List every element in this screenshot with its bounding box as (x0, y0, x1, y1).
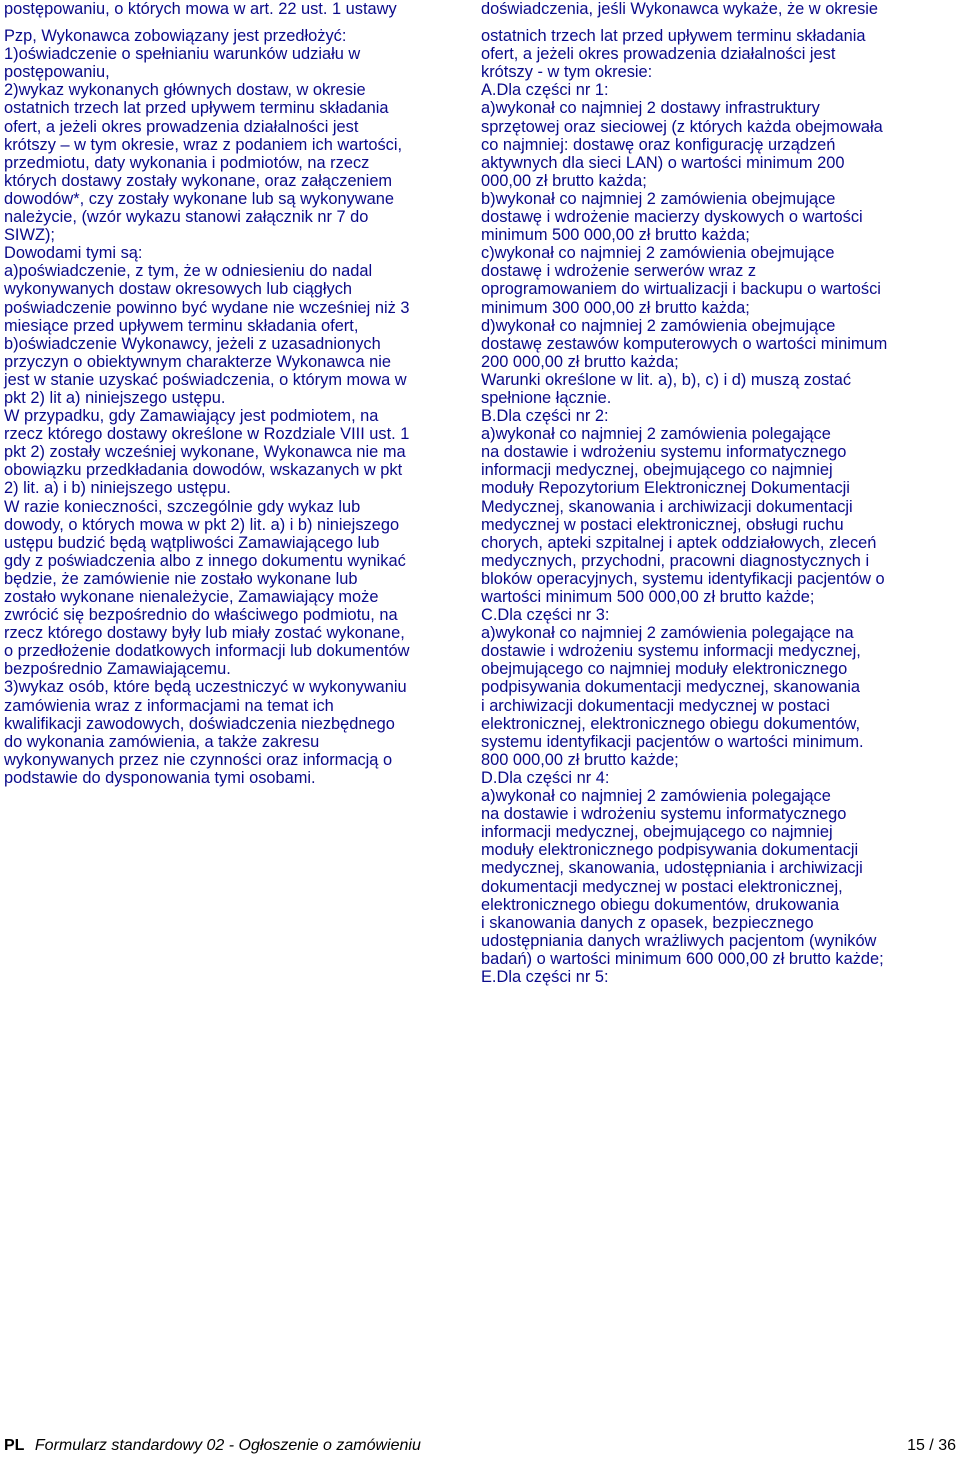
right-column (481, 0, 957, 986)
text-line: 1)oświadczenie o spełnianiu warunków udziału w (4, 45, 361, 64)
text-line: medycznej, skanowania, udostępniania i archiwizacji (481, 859, 863, 878)
text-line: pkt 2) lit a) niniejszego ustępu. (4, 388, 226, 407)
text-line: Dowodami tymi są: (4, 244, 143, 263)
text-line: dostawę i wdrożenie macierzy dyskowych o wartości (481, 208, 863, 227)
left-column (4, 0, 478, 787)
text-line: dokumentacji medycznej w postaci elektronicznej, (481, 877, 843, 896)
text-line: b)wykonał co najmniej 2 zamówienia obejmujące (481, 189, 836, 208)
footer-language: PL (4, 1437, 25, 1454)
text-line: obejmującego co najmniej moduły elektronicznego (481, 660, 848, 679)
text-line: chorych, apteki szpitalnej i aptek oddziałowych, zleceń (481, 533, 877, 552)
text-line: krótszy – w tym okresie, wraz z podaniem ich wartości, (4, 135, 403, 154)
text-line: kwalifikacji zawodowych, doświadczenia niezbędnego (4, 714, 395, 733)
text-line: a)wykonał co najmniej 2 dostawy infrastruktury (481, 99, 820, 118)
text-line: ostatnich trzech lat przed upływem terminu składania (481, 27, 866, 46)
text-line: pkt 2) zostały wcześniej wykonane, Wykonawca nie ma (4, 443, 406, 462)
text-line: bloków operacyjnych, systemu identyfikacji pacjentów o (481, 569, 885, 588)
text-line: miesiące przed upływem terminu składania ofert, (4, 316, 359, 335)
text-line: do wykonania zamówienia, a także zakresu (4, 732, 320, 751)
text-line: dostawie i wdrożeniu systemu informacji medycznej, (481, 642, 861, 661)
text-line: oprogramowaniem do wirtualizacji i backupu o wartości (481, 280, 881, 299)
text-line: dostawę zestawów komputerowych o wartości minimum (481, 334, 888, 353)
paragraph-gap (4, 18, 478, 27)
text-line: postępowaniu, o których mowa w art. 22 ust. 1 ustawy (4, 0, 397, 18)
text-line: rzecz którego dostawy określone w Rozdziale VIII ust. 1 (4, 425, 410, 444)
page-number: 15 / 36 (907, 1437, 956, 1454)
text-line: doświadczenia, jeśli Wykonawca wykaże, że w okresie (481, 0, 879, 18)
text-line: dostawę i wdrożenie serwerów wraz z (481, 262, 757, 281)
text-line: C.Dla części nr 3: (481, 606, 610, 625)
text-line: 200 000,00 zł brutto każda; (481, 352, 679, 371)
text-line: podpisywania dokumentacji medycznej, skanowania (481, 678, 861, 697)
text-line: przyczyn o obiektywnym charakterze Wykonawca nie (4, 352, 392, 371)
text-line: D.Dla części nr 4: (481, 768, 610, 787)
text-line: przedmiotu, daty wykonania i podmiotów, na rzecz (4, 153, 370, 172)
text-line: B.Dla części nr 2: (481, 407, 609, 426)
text-line: co najmniej: dostawę oraz konfigurację urządzeń (481, 135, 836, 154)
text-line: zwrócić się bezpośrednio do właściwego podmiotu, na (4, 606, 398, 625)
text-line: i skanowania danych z opasek, bezpiecznego (481, 913, 814, 932)
text-line: badań) o wartości minimum 600 000,00 zł brutto każde; (481, 949, 884, 968)
text-line: zostało wykonane nienależycie, Zamawiający może (4, 588, 379, 606)
text-line: ofert, a jeżeli okres prowadzenia działalności jest (481, 45, 836, 64)
text-line: Medycznej, skanowania i archiwizacji dokumentacji (481, 497, 853, 516)
text-line: 2) lit. a) i b) niniejszego ustępu. (4, 479, 231, 498)
text-line: wykonywanych przez nie czynności oraz informacją o (4, 750, 393, 769)
text-line: medycznej w postaci elektronicznej, obsługi ruchu (481, 515, 844, 534)
page-footer (4, 1437, 956, 1455)
text-line: poświadczenie powinno być wydane nie wcześniej niż 3 (4, 298, 410, 317)
text-line: SIWZ); (4, 226, 55, 245)
text-line: a)wykonał co najmniej 2 zamówienia polegające (481, 787, 831, 806)
text-line: 3)wykaz osób, które będą uczestniczyć w wykonywaniu (4, 678, 407, 697)
text-line: podstawie do dysponowania tymi osobami. (4, 768, 316, 787)
text-line: udostępniania danych wrażliwych pacjentom (wyników (481, 931, 877, 950)
text-line: b)oświadczenie Wykonawcy, jeżeli z uzasadnionych (4, 334, 381, 353)
text-line: a)wykonał co najmniej 2 zamówienia polegające na (481, 624, 854, 643)
text-line: W razie konieczności, szczególnie gdy wykaz lub (4, 497, 361, 516)
text-line: sprzętowej oraz sieciowej (z których każda obejmowała (481, 117, 883, 136)
paragraph-gap (481, 18, 957, 27)
text-line: 000,00 zł brutto każda; (481, 171, 647, 190)
text-line: a)wykonał co najmniej 2 zamówienia polegające (481, 425, 831, 444)
text-line: W przypadku, gdy Zamawiający jest podmiotem, na (4, 407, 379, 426)
text-line: Pzp, Wykonawca zobowiązany jest przedłożyć: (4, 27, 347, 46)
text-line: krótszy - w tym okresie: (481, 63, 653, 82)
text-line: elektronicznego obiegu dokumentów, drukowania (481, 895, 840, 914)
text-line: ostatnich trzech lat przed upływem terminu składania (4, 99, 389, 118)
text-line: a)poświadczenie, z tym, że w odniesieniu do nadal (4, 262, 373, 281)
text-line: aktywnych dla sieci LAN) o wartości minimum 200 (481, 153, 845, 172)
text-line: gdy z poświadczenia albo z innego dokumentu wynikać (4, 551, 406, 570)
text-line: ustępu budzić będą wątpliwości Zamawiającego lub (4, 533, 380, 552)
text-line: moduły elektronicznego podpisywania dokumentacji (481, 841, 859, 860)
text-line: minimum 300 000,00 zł brutto każda; (481, 298, 750, 317)
text-line: informacji medycznej, obejmującego co najmniej (481, 461, 833, 480)
text-line: na dostawie i wdrożeniu systemu informatycznego (481, 805, 847, 824)
text-line: należycie, (wzór wykazu stanowi załącznik nr 7 do (4, 208, 369, 227)
text-line: spełnione łącznie. (481, 388, 612, 407)
text-line: wykonywanych dostaw okresowych lub ciągłych (4, 280, 353, 299)
footer-form-title: Formularz standardowy 02 - Ogłoszenie o zamówieniu (34, 1437, 421, 1454)
text-line: których dostawy zostały wykonane, oraz załączeniem (4, 171, 393, 190)
text-line: moduły Repozytorium Elektronicznej Dokumentacji (481, 479, 850, 498)
text-line: wartości minimum 500 000,00 zł brutto każde; (481, 588, 815, 606)
text-line: o przedłożenie dodatkowych informacji lub dokumentów (4, 642, 410, 661)
text-line: i archiwizacji dokumentacji medycznej w postaci (481, 696, 830, 715)
text-line: A.Dla części nr 1: (481, 81, 609, 100)
text-line: c)wykonał co najmniej 2 zamówienia obejmujące (481, 244, 835, 263)
text-line: minimum 500 000,00 zł brutto każda; (481, 226, 750, 245)
text-line: bezpośrednio Zamawiającemu. (4, 660, 231, 679)
text-line: systemu identyfikacji pacjentów o wartości minimum. (481, 732, 864, 751)
text-line: d)wykonał co najmniej 2 zamówienia obejmujące (481, 316, 836, 335)
text-line: dowodów*, czy zostały wykonane lub są wykonywane (4, 189, 394, 208)
text-line: informacji medycznej, obejmującego co najmniej (481, 823, 833, 842)
text-line: będzie, że zamówienie nie zostało wykonane lub (4, 569, 358, 588)
text-line: E.Dla części nr 5: (481, 967, 609, 986)
text-line: dowody, o których mowa w pkt 2) lit. a) i b) niniejszego (4, 515, 400, 534)
text-line: medycznych, przychodni, pracowni diagnostycznych i (481, 551, 870, 570)
text-line: zamówienia wraz z informacjami na temat ich (4, 696, 334, 715)
text-line: Warunki określone w lit. a), b), c) i d) muszą zostać (481, 370, 852, 389)
text-line: 800 000,00 zł brutto każde; (481, 750, 679, 769)
text-line: rzecz którego dostawy były lub miały zostać wykonane, (4, 624, 405, 643)
text-line: postępowaniu, (4, 63, 110, 82)
text-line: na dostawie i wdrożeniu systemu informatycznego (481, 443, 847, 462)
text-line: 2)wykaz wykonanych głównych dostaw, w okresie (4, 81, 366, 100)
text-line: jest w stanie uzyskać poświadczenia, o którym mowa w (4, 370, 407, 389)
text-line: elektronicznej, elektronicznego obiegu dokumentów, (481, 714, 861, 733)
text-line: ofert, a jeżeli okres prowadzenia działalności jest (4, 117, 359, 136)
text-line: obowiązku przedkładania dowodów, wskazanych w pkt (4, 461, 403, 480)
